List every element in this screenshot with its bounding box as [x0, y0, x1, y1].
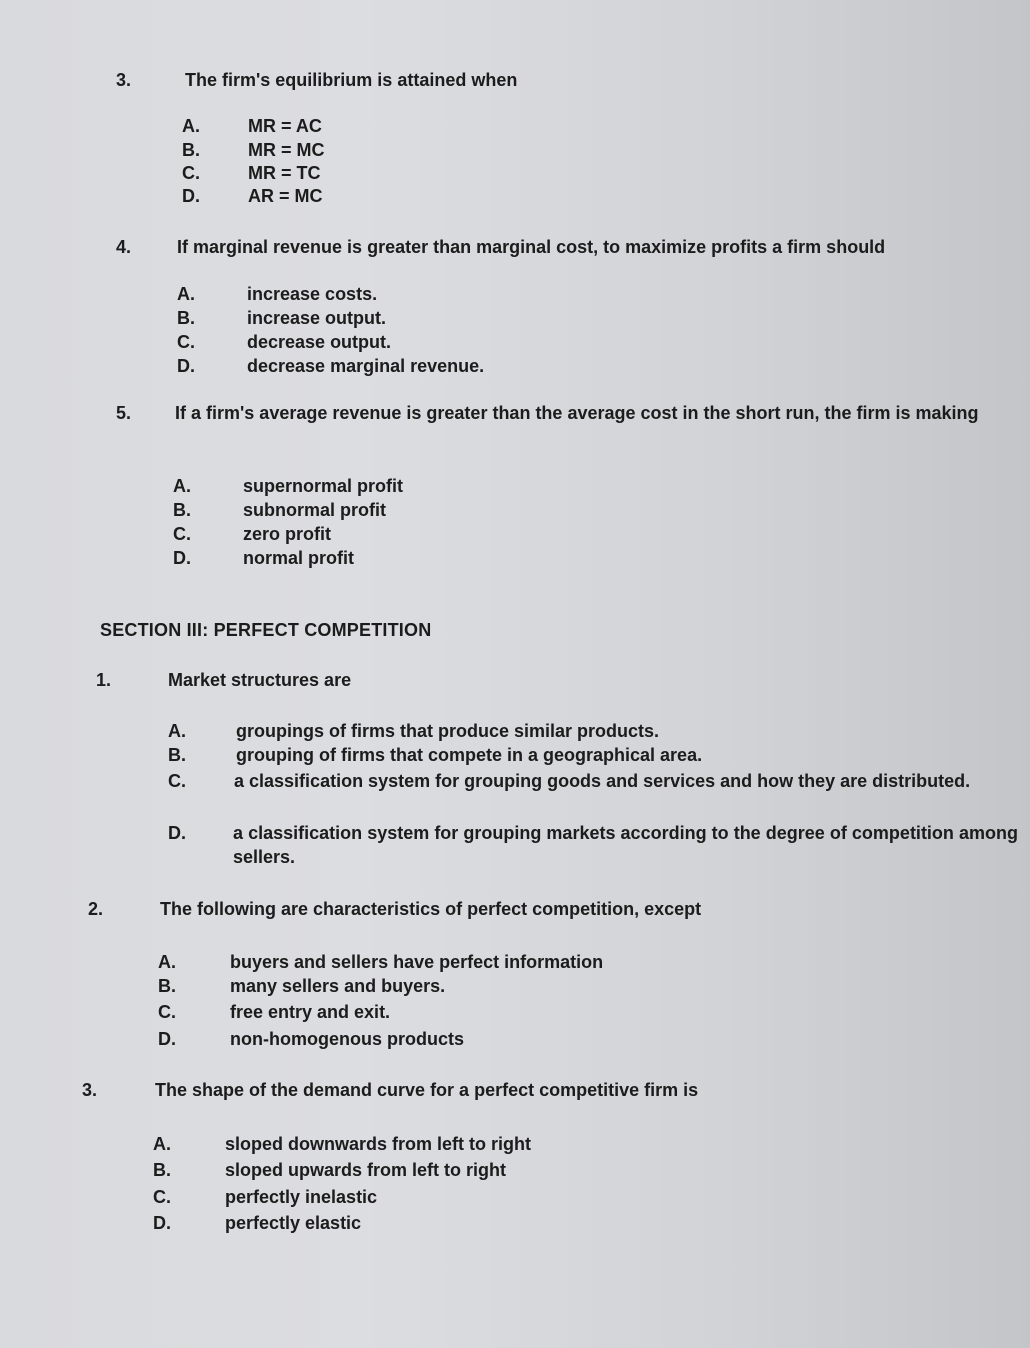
option-letter: D.: [182, 186, 200, 206]
section-title: SECTION III: PERFECT COMPETITION: [100, 620, 432, 640]
option-b: [177, 306, 387, 330]
option-letter: B.: [182, 140, 200, 160]
option-text: grouping of firms that compete in a geographical area.: [236, 745, 703, 765]
option-text: perfectly inelastic: [225, 1187, 378, 1207]
option-text: MR = MC: [248, 140, 325, 160]
option-c: [177, 330, 392, 354]
option-b: [173, 498, 386, 522]
option-letter: B.: [153, 1160, 171, 1180]
question-text: The following are characteristics of perfect competition, except: [160, 899, 702, 919]
option-d: [173, 546, 354, 570]
option-text: perfectly elastic: [225, 1213, 362, 1233]
option-a: [158, 950, 604, 974]
option-letter: D.: [168, 823, 186, 843]
option-c: [153, 1185, 378, 1209]
option-text: non-homogenous products: [230, 1029, 464, 1049]
option-a: [177, 282, 378, 306]
option-letter: A.: [173, 476, 191, 496]
option-letter: B.: [177, 308, 195, 328]
option-b: [153, 1158, 507, 1182]
option-letter: A.: [158, 952, 176, 972]
option-letter: A.: [168, 721, 186, 741]
option-d: [158, 1027, 464, 1051]
option-text: sloped downwards from left to right: [225, 1134, 531, 1154]
option-letter: D.: [153, 1213, 171, 1233]
option-a: [173, 474, 404, 498]
option-text: increase output.: [247, 308, 387, 328]
option-c: [168, 769, 1020, 819]
option-text: increase costs.: [247, 284, 378, 304]
option-c: [173, 522, 331, 546]
option-b: [168, 743, 703, 767]
option-text: sloped upwards from left to right: [225, 1160, 507, 1180]
option-text: many sellers and buyers.: [230, 976, 446, 996]
option-letter: D.: [173, 548, 191, 568]
option-letter: C.: [177, 332, 195, 352]
option-c: [158, 1000, 391, 1024]
option-text: MR = TC: [248, 163, 321, 183]
option-letter: B.: [168, 745, 186, 765]
option-letter: C.: [182, 163, 200, 183]
option-text: a classification system for grouping markets according to the degree of competition among sellers.: [233, 823, 1018, 867]
question-text: The firm's equilibrium is attained when: [185, 70, 518, 90]
question-text: The shape of the demand curve for a perfect competitive firm is: [155, 1080, 699, 1100]
option-letter: C.: [173, 524, 191, 544]
question-number: 5.: [116, 403, 132, 423]
option-d: [177, 354, 485, 378]
option-a: [182, 114, 322, 138]
question-text: If a firm's average revenue is greater than the average cost in the short run, the firm is making: [175, 403, 979, 423]
option-b: [182, 138, 325, 162]
option-text: free entry and exit.: [230, 1002, 391, 1022]
option-letter: A.: [182, 116, 200, 136]
option-text: AR = MC: [248, 186, 323, 206]
question-number: 3.: [82, 1080, 98, 1100]
question-number: 2.: [88, 899, 104, 919]
option-letter: C.: [168, 771, 186, 791]
option-letter: D.: [177, 356, 195, 376]
option-letter: D.: [158, 1029, 176, 1049]
option-a: [153, 1132, 531, 1156]
option-text: groupings of firms that produce similar products.: [236, 721, 660, 741]
option-text: supernormal profit: [243, 476, 404, 496]
option-d: [153, 1211, 362, 1235]
option-a: [168, 719, 660, 743]
option-letter: B.: [158, 976, 176, 996]
option-letter: C.: [158, 1002, 176, 1022]
option-letter: A.: [177, 284, 195, 304]
option-text: normal profit: [243, 548, 354, 568]
question-number: 4.: [116, 237, 132, 257]
option-b: [158, 974, 446, 998]
question-text: Market structures are: [168, 670, 352, 690]
question-number: 1.: [96, 670, 112, 690]
option-text: buyers and sellers have perfect information: [230, 952, 604, 972]
option-d: [182, 184, 323, 208]
option-c: [182, 161, 321, 185]
option-text: a classification system for grouping goods and services and how they are distributed.: [234, 771, 971, 791]
option-letter: A.: [153, 1134, 171, 1154]
option-text: zero profit: [243, 524, 331, 544]
option-letter: C.: [153, 1187, 171, 1207]
option-text: MR = AC: [248, 116, 322, 136]
option-d: [168, 821, 1020, 871]
question-text: If marginal revenue is greater than marginal cost, to maximize profits a firm should: [177, 237, 886, 257]
option-letter: B.: [173, 500, 191, 520]
option-text: decrease marginal revenue.: [247, 356, 485, 376]
option-text: subnormal profit: [243, 500, 386, 520]
option-text: decrease output.: [247, 332, 392, 352]
question-number: 3.: [116, 70, 132, 90]
